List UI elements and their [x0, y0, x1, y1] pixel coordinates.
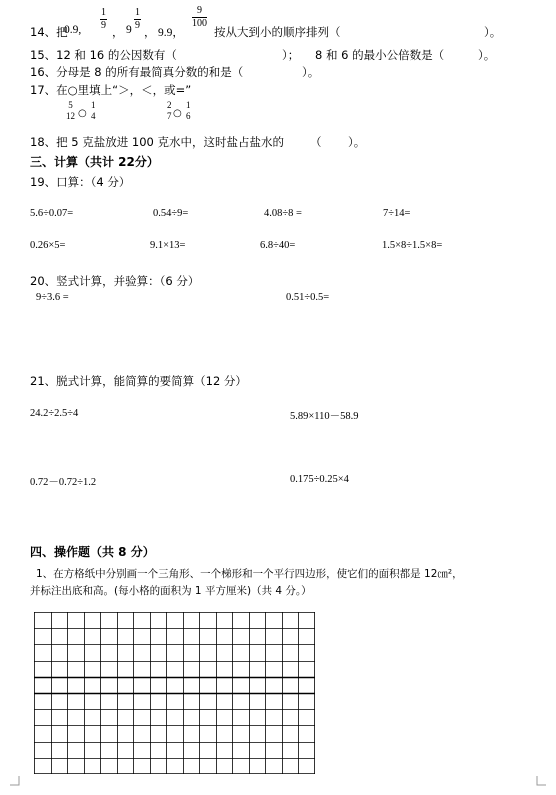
q19-title: 19、口算：（4 分）: [30, 175, 131, 189]
q18-text: 18、把 5 克盐放进 100 克水中，这时盐占盐水的: [30, 135, 285, 149]
page-corner-mark-left: [10, 776, 20, 786]
q15-mid: ）；: [282, 48, 300, 62]
q15-text: 15、12 和 16 的公因数有（: [30, 48, 177, 62]
q20-title: 20、竖式计算，并验算：（6 分）: [30, 274, 200, 288]
q21-title: 21、脱式计算，能简算的要简算（12 分）: [30, 374, 247, 388]
q14-fraction-2: $\frac{1}{9}$: [135, 7, 140, 31]
q18-paren: （: [310, 135, 322, 149]
q14-fraction-1: $\frac{1}{9}$: [101, 7, 106, 31]
q15-close: ）。: [478, 48, 496, 62]
q14-fraction-3: $\frac{9}{100}$: [192, 5, 207, 29]
oral-calc-item: 4.08÷8 =: [264, 208, 302, 219]
q14-number-1: 0.9,: [64, 24, 82, 36]
q17-compare-circle-1[interactable]: ○: [78, 108, 87, 119]
q16-close: ）。: [302, 65, 320, 79]
q18-close: ）。: [348, 135, 366, 149]
page-corner-mark-right: [536, 776, 546, 786]
q14-suffix: 按从大到小的顺序排列（: [214, 25, 341, 39]
operation-q1-line1: 1、在方格纸中分别画一个三角形、一个梯形和一个平行四边形，使它们的面积都是 12㎝²，: [36, 568, 463, 580]
oral-calc-item: 0.26×5=: [30, 240, 66, 251]
oral-calc-item: 1.5×8÷1.5×8=: [382, 240, 443, 251]
grid-paper[interactable]: [34, 612, 315, 774]
oral-calc-item: 7÷14=: [383, 208, 411, 219]
q17-right-fraction-1: 1 4: [91, 100, 96, 121]
oral-calc-item: 9.1×13=: [150, 240, 186, 251]
q14-sep-1: ，: [112, 25, 124, 39]
vertical-calc-item: 9÷3.6 =: [36, 292, 69, 303]
stepwise-calc-item: 0.175÷0.25×4: [290, 474, 349, 485]
q14-answer-close: ）。: [484, 25, 502, 39]
q17-text: 17、在○里填上“＞，＜，或=”: [30, 83, 192, 97]
oral-calc-item: 0.54÷9=: [153, 208, 189, 219]
q17-left-fraction-1: 5 12: [66, 100, 75, 121]
q14-number-3: 9.9，: [158, 27, 184, 39]
q14-sep-2: ，: [144, 25, 156, 39]
stepwise-calc-item: 5.89×110－58.9: [290, 411, 359, 422]
q14-prefix: 14、把: [30, 25, 68, 39]
q16-text: 16、分母是 8 的所有最简真分数的和是（: [30, 65, 244, 79]
stepwise-calc-item: 24.2÷2.5÷4: [30, 408, 79, 419]
oral-calc-item: 6.8÷40=: [260, 240, 296, 251]
section-3-title: 三、计算（共计 22分）: [30, 155, 159, 169]
vertical-calc-item: 0.51÷0.5=: [286, 292, 330, 303]
section-4-title: 四、操作题（共 8 分）: [30, 545, 155, 559]
stepwise-calc-item: 0.72－0.72÷1.2: [30, 477, 97, 488]
q17-left-fraction-2: 2 7: [167, 100, 172, 121]
q17-right-fraction-2: 1 6: [186, 100, 191, 121]
q15-text2: 8 和 6 的最小公倍数是（: [315, 48, 445, 62]
oral-calc-item: 5.6÷0.07=: [30, 208, 74, 219]
operation-q1-line2: 并标注出底和高。(每小格的面积为 1 平方厘米)（共 4 分。）: [30, 585, 312, 597]
q17-compare-circle-2[interactable]: ○: [173, 108, 182, 119]
q14-number-2: 9: [126, 24, 132, 36]
